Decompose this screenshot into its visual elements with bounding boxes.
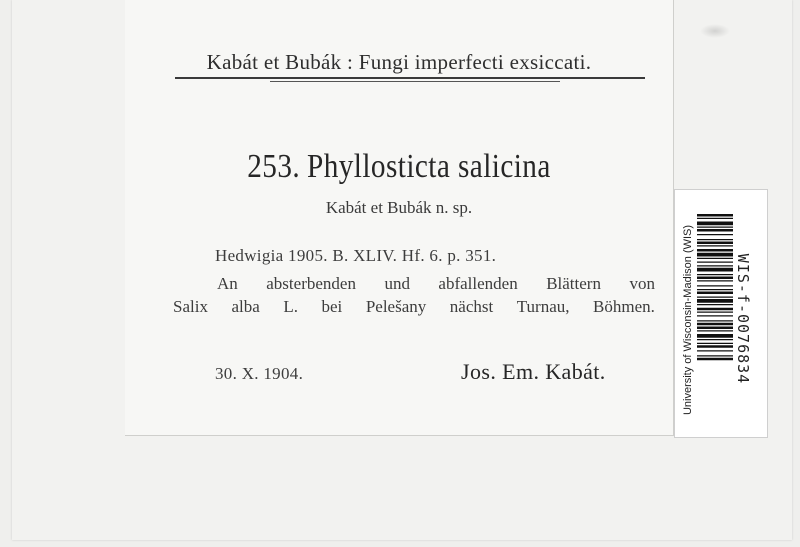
barcode-bar <box>697 268 733 272</box>
title-rule <box>175 77 645 79</box>
barcode-bar <box>697 320 733 321</box>
collector-name: Jos. Em. Kabát. <box>461 359 606 384</box>
barcode-bar <box>697 330 733 331</box>
barcode-bar <box>697 343 733 344</box>
barcode-bar <box>697 280 733 281</box>
barcode-bar <box>697 218 733 219</box>
habitat-word: Turnau, <box>516 297 570 316</box>
barcode-bar <box>697 265 733 266</box>
barcode-bar <box>697 339 733 340</box>
habitat-word: nächst <box>449 297 494 316</box>
barcode-bar <box>697 277 733 280</box>
barcode-bar <box>697 285 733 286</box>
habitat-word: L. <box>283 297 298 316</box>
barcode-bar <box>697 262 733 263</box>
exsiccata-number: 253. <box>247 148 301 185</box>
barcode-bar <box>697 234 733 235</box>
barcode-bar <box>697 327 733 330</box>
barcode-bar <box>697 350 733 351</box>
barcode-bar <box>697 242 733 245</box>
habitat-word: alba <box>231 297 260 316</box>
barcode-bar <box>697 249 733 252</box>
barcode-bar <box>697 358 733 361</box>
habitat-word: abfallenden <box>438 274 518 293</box>
barcode-bar <box>697 253 733 257</box>
habitat-word: von <box>629 274 655 293</box>
habitat-word: Salix <box>173 297 208 316</box>
barcode-bar <box>697 229 733 232</box>
habitat-word: bei <box>321 297 343 316</box>
barcode-bar <box>697 227 733 228</box>
barcode-bar <box>697 355 733 356</box>
specimen-label <box>125 0 674 436</box>
habitat-word: absterbenden <box>266 274 356 293</box>
habitat-line-2 <box>173 297 655 317</box>
habitat-word: Blättern <box>546 274 601 293</box>
barcode-bar <box>697 345 733 348</box>
habitat-line-1 <box>217 274 655 294</box>
paper-stain <box>700 24 730 38</box>
barcode-bar <box>697 315 733 316</box>
habitat-word: und <box>384 274 410 293</box>
barcode-label <box>674 189 768 438</box>
institution-name: University of Wisconsin-Madison (WIS) <box>682 224 694 416</box>
barcode-bar <box>697 299 733 303</box>
barcode-bar <box>697 274 733 275</box>
barcode-bar <box>697 304 733 305</box>
habitat-word: An <box>217 274 238 293</box>
barcode-bar <box>697 308 733 311</box>
catalog-number: WIS-f-0076834 <box>734 253 752 385</box>
title-rule-short <box>270 81 560 82</box>
barcode-bar <box>697 334 733 338</box>
species-heading <box>163 148 634 186</box>
barcode-bar <box>697 289 733 290</box>
barcode-bar <box>697 258 733 259</box>
series-title: Kabát et Bubák : Fungi imperfecti exsiccati. <box>206 50 592 74</box>
barcode-bar <box>697 222 733 226</box>
habitat-word: Pelešany <box>365 297 427 316</box>
barcode-bar <box>697 239 733 240</box>
literature-citation: Hedwigia 1905. B. XLIV. Hf. 6. p. 351. <box>215 246 497 265</box>
species-authority: Kabát et Bubák n. sp. <box>325 198 473 217</box>
barcode-bar <box>697 245 733 246</box>
habitat-word: Böhmen. <box>593 297 655 316</box>
barcode-bar <box>697 292 733 295</box>
barcode-image <box>697 214 733 420</box>
barcode-bar <box>697 297 733 298</box>
barcode-bar <box>697 323 733 326</box>
species-name: Phyllosticta salicina <box>307 148 551 185</box>
barcode-bar <box>697 312 733 313</box>
barcode-bar <box>697 214 733 217</box>
collection-date: 30. X. 1904. <box>215 364 304 383</box>
